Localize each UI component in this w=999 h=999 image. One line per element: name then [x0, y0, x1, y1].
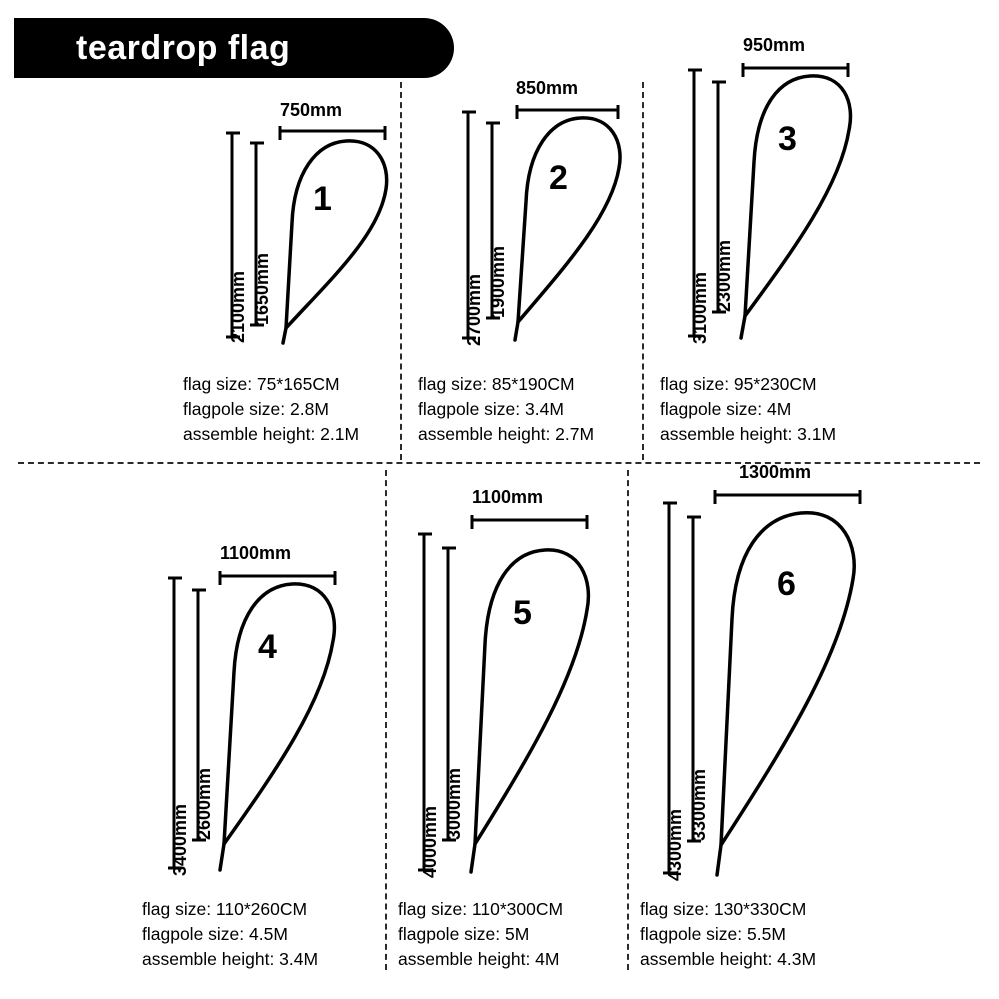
flag-2-flag-size: flag size: 85*190CM: [418, 374, 575, 394]
flag-6-flagpole-size: flagpole size: 5.5M: [640, 924, 786, 944]
flag-5-flag-size: flag size: 110*300CM: [398, 899, 564, 919]
flag-4-outer-height-label: 3400mm: [170, 803, 190, 876]
flag-5-outer-height-label: 4000mm: [420, 805, 440, 878]
flag-1-caption: [183, 372, 359, 447]
flag-1-flag-size: flag size: 75*165CM: [183, 374, 340, 394]
divider-vertical-right-lower: [627, 470, 629, 970]
flag-4-width-label: 1100mm: [220, 543, 292, 563]
flag-diagram-2: [418, 68, 633, 358]
divider-vertical-left-lower: [385, 470, 387, 970]
flag-3-number: 3: [778, 120, 797, 158]
flag-diagram-1: [180, 95, 395, 355]
flag-2-width-label: 850mm: [516, 78, 579, 98]
flag-1-outer-height-label: 2100mm: [228, 270, 248, 343]
flag-6-flag-size: flag size: 130*330CM: [640, 899, 807, 919]
flag-3-assemble-height: assemble height: 3.1M: [660, 424, 837, 444]
flag-3-flagpole-size: flagpole size: 4M: [660, 399, 792, 419]
flag-1-assemble-height: assemble height: 2.1M: [183, 424, 360, 444]
flag-5-caption: [398, 897, 563, 972]
flag-4-caption: [142, 897, 318, 972]
flag-2-inner-height-label: 1900mm: [488, 245, 508, 318]
flag-2-caption: [418, 372, 594, 447]
flag-1-flagpole-size: flagpole size: 2.8M: [183, 399, 329, 419]
page-title: teardrop flag: [76, 29, 291, 67]
flag-1-number: 1: [313, 180, 332, 218]
flag-4-flag-size: flag size: 110*260CM: [142, 899, 308, 919]
flag-3-inner-height-label: 2300mm: [714, 239, 734, 312]
flag-1-width-label: 750mm: [280, 100, 343, 120]
divider-vertical-left: [400, 82, 402, 460]
flag-cell-5: [395, 482, 625, 902]
flag-5-flagpole-size: flagpole size: 5M: [398, 924, 530, 944]
flag-6-number: 6: [777, 565, 796, 603]
flag-5-number: 5: [513, 594, 532, 632]
flag-4-assemble-height: assemble height: 3.4M: [142, 949, 319, 969]
flag-6-caption: [640, 897, 816, 972]
flag-cell-4: [140, 528, 370, 908]
flag-diagram-3: [655, 20, 880, 360]
divider-vertical-right: [642, 82, 644, 460]
flag-4-number: 4: [258, 628, 277, 666]
flag-5-width-label: 1100mm: [472, 487, 544, 507]
flag-3-flag-size: flag size: 95*230CM: [660, 374, 817, 394]
flag-3-width-label: 950mm: [743, 35, 806, 55]
flag-6-width-label: 1300mm: [739, 462, 812, 482]
flag-3-outer-height-label: 3100mm: [690, 271, 710, 344]
flag-6-assemble-height: assemble height: 4.3M: [640, 949, 817, 969]
flag-2-outer-height-label: 2700mm: [464, 273, 484, 346]
flag-5-inner-height-label: 3000mm: [444, 767, 464, 840]
flag-2-assemble-height: assemble height: 2.7M: [418, 424, 595, 444]
flag-6-inner-height-label: 3300mm: [689, 768, 709, 841]
flag-2-flagpole-size: flagpole size: 3.4M: [418, 399, 564, 419]
page-title-badge: [14, 18, 454, 78]
flag-2-number: 2: [549, 159, 568, 197]
flag-3-caption: [660, 372, 836, 447]
flag-1-inner-height-label: 1650mm: [252, 252, 272, 325]
flag-4-flagpole-size: flagpole size: 4.5M: [142, 924, 288, 944]
flag-cell-6: [635, 455, 875, 905]
flag-6-outer-height-label: 4300mm: [665, 808, 685, 881]
flag-4-inner-height-label: 2600mm: [194, 767, 214, 840]
flag-5-assemble-height: assemble height: 4M: [398, 949, 560, 969]
